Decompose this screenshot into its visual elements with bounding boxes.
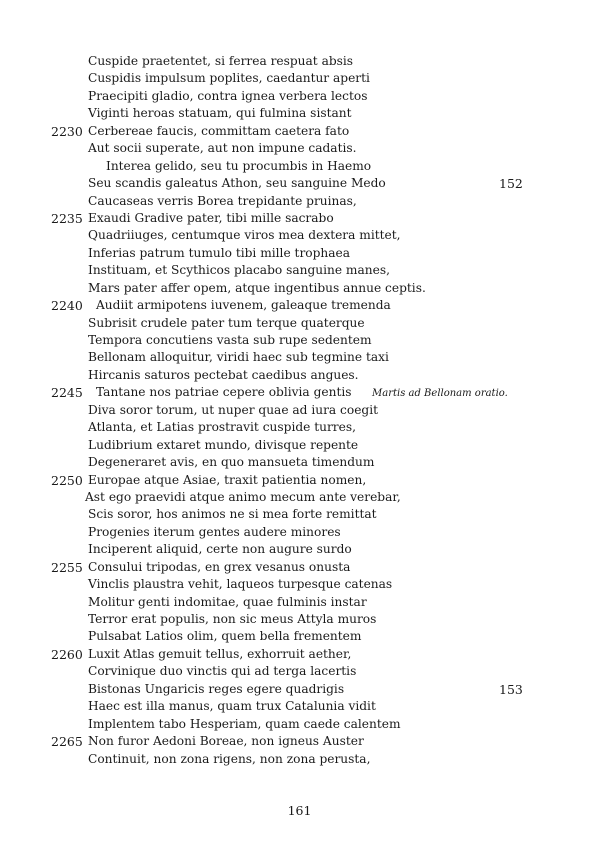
verse-line: [0, 384, 599, 401]
verse-line: [0, 454, 599, 471]
verse-text: Seu scandis galeatus Athon, seu sanguine Medo: [88, 176, 386, 191]
verse-text: Bistonas Ungaricis reges egere quadrigis: [88, 681, 345, 696]
line-number: 2240: [51, 298, 83, 314]
verse-text: Terror erat populis, non sic meus Attyla muros: [88, 612, 377, 626]
verse-line: [0, 559, 599, 576]
verse-text: Implentem tabo Hesperiam, quam caede calentem: [88, 716, 401, 731]
verse-text: Aut socii superate, aut non impune cadatis.: [88, 141, 357, 156]
verse-line: [0, 663, 599, 680]
verse-text: Atlanta, et Latias prostravit cuspide turres,: [88, 420, 356, 435]
line-number: 2230: [51, 123, 83, 139]
verse-line: [0, 506, 599, 523]
verse-line: [0, 472, 599, 489]
verse-text: Quadriiuges, centumque viros mea dextera mittet,: [88, 228, 401, 243]
marginal-page-number: 153: [499, 681, 523, 697]
verse-line: [0, 733, 599, 750]
verse-text: Ast ego praevidi atque animo mecum ante verebar,: [85, 489, 401, 504]
verse-line: [0, 646, 599, 663]
verse-text: Exaudi Gradive pater, tibi mille sacrabo: [88, 210, 334, 225]
verse-text: Non furor Aedoni Boreae, non igneus Auster: [88, 734, 364, 749]
verse-line: [0, 541, 599, 558]
verse-line: [0, 297, 599, 314]
verse-line: [0, 332, 599, 349]
verse-line: [0, 716, 599, 733]
marginal-note: Martis ad Bellonam oratio.: [372, 388, 508, 400]
line-number: 2260: [51, 646, 83, 662]
verse-line: [0, 262, 599, 279]
verse-text: Hircanis saturos pectebat caedibus angues.: [88, 367, 359, 382]
verse-text: Mars pater affer opem, atque ingentibus annue ceptis.: [88, 280, 426, 295]
verse-text: Praecipiti gladio, contra ignea verbera lectos: [88, 88, 368, 103]
verse-line: [0, 210, 599, 227]
verse-text: Luxit Atlas gemuit tellus, exhorruit aether,: [88, 646, 352, 661]
verse-text: Cerbereae faucis, committam caetera fato: [88, 123, 350, 138]
verse-lines: [0, 53, 599, 768]
verse-text: Inferias patrum tumulo tibi mille trophaea: [88, 245, 351, 260]
verse-text: Instituam, et Scythicos placabo sanguine manes,: [88, 263, 390, 278]
verse-line: [0, 402, 599, 419]
verse-line: [0, 594, 599, 611]
line-number: 2245: [51, 385, 83, 401]
verse-line: [0, 751, 599, 768]
verse-text: Pulsabat Latios olim, quem bella frementem: [88, 629, 362, 644]
verse-text: Molitur genti indomitae, quae fulminis instar: [88, 594, 367, 609]
verse-line: [0, 53, 599, 70]
verse-text: Degeneraret avis, en quo mansueta timendum: [88, 455, 375, 470]
verse-line: [0, 367, 599, 384]
verse-line: [0, 437, 599, 454]
verse-line: [0, 193, 599, 210]
page-number: 161: [287, 803, 312, 818]
verse-line: [0, 349, 599, 366]
verse-text: Ludibrium extaret mundo, divisque repente: [88, 437, 359, 452]
verse-line: [0, 245, 599, 262]
verse-text: Consului tripodas, en grex vesanus onusta: [88, 559, 351, 574]
verse-line: [0, 227, 599, 244]
line-number: 2235: [51, 210, 83, 226]
verse-text: Subrisit crudele pater tum terque quaterque: [88, 315, 365, 330]
verse-text: Diva soror torum, ut nuper quae ad iura coegit: [88, 402, 379, 417]
verse-line: [0, 70, 599, 87]
line-number: 2255: [51, 559, 83, 575]
verse-text: Haec est illa manus, quam trux Catalunia vidit: [88, 699, 376, 714]
verse-line: [0, 280, 599, 297]
verse-line: [0, 140, 599, 157]
verse-text: Audiit armipotens iuvenem, galeaque tremenda: [96, 298, 391, 313]
verse-text: Cuspide praetentet, si ferrea respuat absis: [88, 54, 354, 68]
verse-line: [0, 681, 599, 698]
verse-text: Cuspidis impulsum poplites, caedantur aperti: [88, 71, 370, 86]
verse-text: Interea gelido, seu tu procumbis in Haemo: [106, 158, 372, 173]
verse-line: [0, 123, 599, 140]
line-number: 2265: [51, 734, 83, 750]
verse-text: Viginti heroas statuam, qui fulmina sistant: [88, 106, 352, 121]
verse-line: [0, 419, 599, 436]
verse-line: [0, 489, 599, 506]
verse-line: [0, 611, 599, 628]
verse-text: Inciperent aliquid, certe non augure surdo: [88, 542, 352, 557]
verse-text: Scis soror, hos animos ne si mea forte remittat: [88, 507, 377, 522]
verse-line: [0, 576, 599, 593]
verse-line: [0, 105, 599, 122]
verse-line: [0, 524, 599, 541]
verse-line: [0, 628, 599, 645]
verse-line: [0, 88, 599, 105]
marginal-page-number: 152: [499, 176, 523, 192]
verse-text: Continuit, non zona rigens, non zona perusta,: [88, 751, 371, 766]
line-number: 2250: [51, 472, 83, 488]
verse-text: Tantane nos patriae cepere oblivia gentis: [96, 385, 352, 400]
verse-text: Corvinique duo vinctis qui ad terga lacertis: [88, 664, 357, 679]
verse-line: [0, 698, 599, 715]
verse-text: Progenies iterum gentes audere minores: [88, 524, 341, 539]
verse-line: [0, 175, 599, 192]
verse-line: [0, 158, 599, 175]
verse-text: Bellonam alloquitur, viridi haec sub tegmine taxi: [88, 350, 389, 365]
verse-line: [0, 315, 599, 332]
verse-text: Caucaseas verris Borea trepidante pruinas,: [88, 193, 357, 208]
verse-text: Vinclis plaustra vehit, laqueos turpesque catenas: [88, 577, 393, 592]
verse-text: Tempora concutiens vasta sub rupe sedentem: [88, 333, 372, 347]
verse-text: Europae atque Asiae, traxit patientia nomen,: [88, 472, 367, 487]
